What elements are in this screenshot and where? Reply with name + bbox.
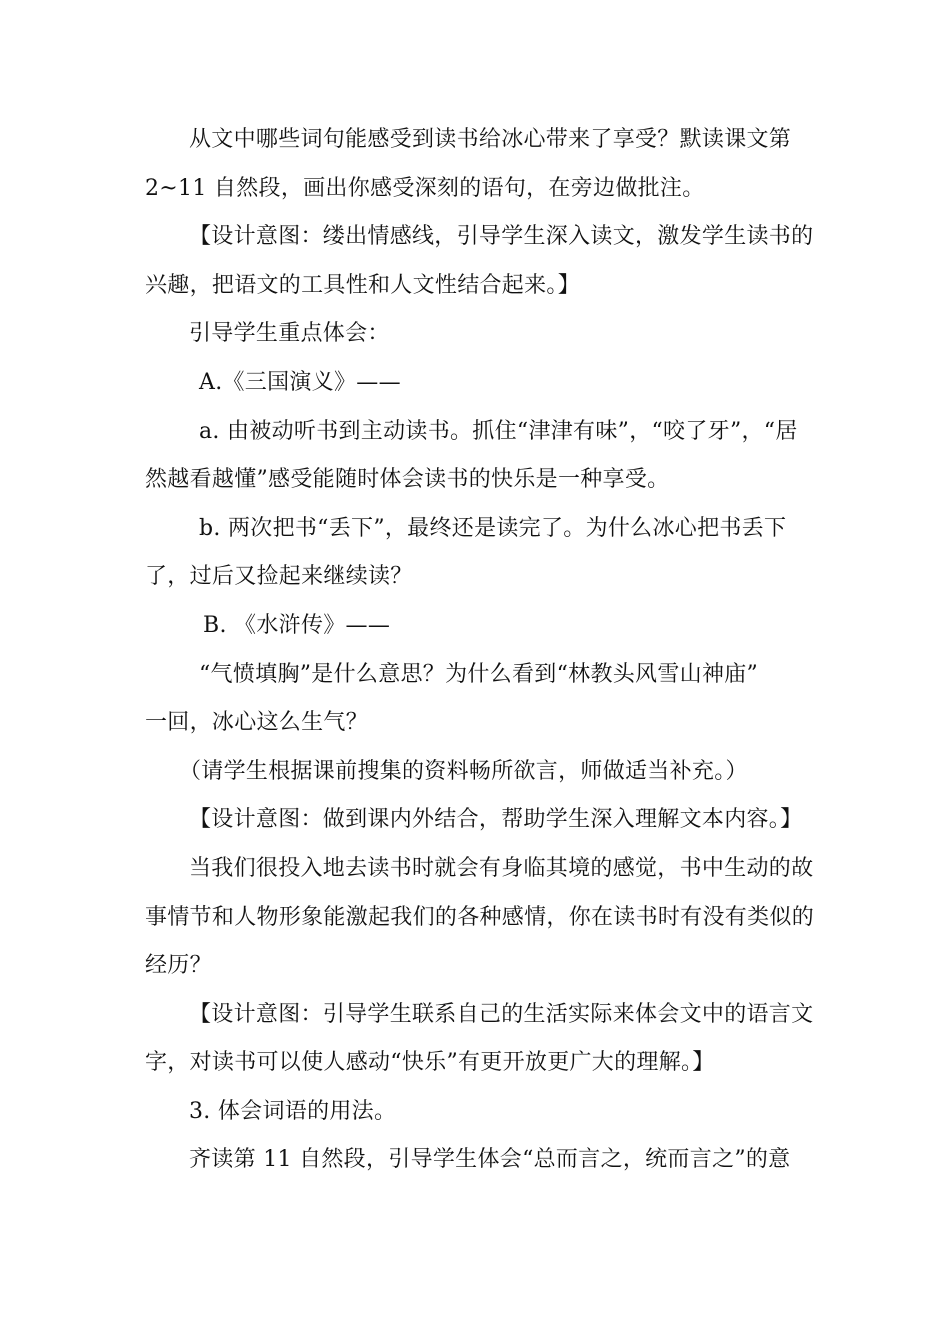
text-line: a. 由被动听书到主动读书。抓住“津津有味”，“咬了牙”，“居: [199, 418, 798, 444]
text-line: 从文中哪些词句能感受到读书给冰心带来了享受？默读课文第: [189, 127, 792, 152]
paragraph-question-shuihu: [145, 651, 805, 748]
heading-sanguo: [145, 359, 805, 408]
paragraph-design-intent-3: [145, 991, 814, 1088]
paragraph-design-intent-2: [145, 796, 805, 845]
heading-word-usage: [145, 1088, 805, 1137]
text-line: 3. 体会词语的用法。: [189, 1098, 397, 1124]
paragraph-guide: [145, 310, 805, 359]
text-line: 兴趣，把语文的工具性和人文性结合起来。】: [145, 272, 581, 298]
text-line: 一回，冰心这么生气？: [145, 710, 369, 736]
text-line: b. 两次把书“丢下”，最终还是读完了。为什么冰心把书丢下: [199, 515, 787, 541]
text-line: “气愤填胸”是什么意思？为什么看到“林教头风雪山神庙”: [199, 661, 759, 687]
text-line: 2~11 自然段，画出你感受深刻的语句，在旁边做批注。: [145, 175, 705, 201]
paragraph-reading-experience: [145, 845, 815, 991]
text-line: 【设计意图：做到课内外结合，帮助学生深入理解文本内容。】: [189, 807, 803, 833]
text-line: A.《三国演义》——: [199, 369, 401, 395]
paragraph-item-b: [145, 505, 805, 602]
text-line: 【设计意图：引导学生联系自己的生活实际来体会文中的语言文: [189, 1001, 814, 1027]
paragraph-read-aloud: [145, 1136, 805, 1185]
paragraph-note: [145, 748, 805, 797]
text-line: 然越看越懂”感受能随时体会读书的快乐是一种享受。: [145, 467, 670, 493]
text-line: （请学生根据课前搜集的资料畅所欲言，师做适当补充。）: [179, 758, 748, 784]
text-line: 引导学生重点体会：: [189, 321, 390, 347]
text-line: 【设计意图：缕出情感线，引导学生深入读文，激发学生读书的: [189, 224, 814, 250]
document-body: [145, 116, 815, 1185]
text-line: 齐读第 11 自然段，引导学生体会“总而言之，统而言之”的意: [189, 1147, 791, 1173]
paragraph-item-a: [145, 408, 805, 505]
text-line: 了，过后又捡起来继续读？: [145, 564, 413, 590]
text-line: 事情节和人物形象能激起我们的各种感情，你在读书时有没有类似的: [145, 904, 815, 930]
text-line: 经历？: [145, 953, 212, 979]
text-line: 当我们很投入地去读书时就会有身临其境的感觉，书中生动的故: [189, 855, 814, 881]
text-line: 字，对读书可以使人感动“快乐”有更开放更广大的理解。】: [145, 1050, 715, 1076]
heading-shuihu: [145, 602, 805, 651]
paragraph-question: [145, 116, 805, 213]
text-line: B. 《水浒传》——: [203, 612, 391, 638]
paragraph-design-intent-1: [145, 213, 814, 310]
